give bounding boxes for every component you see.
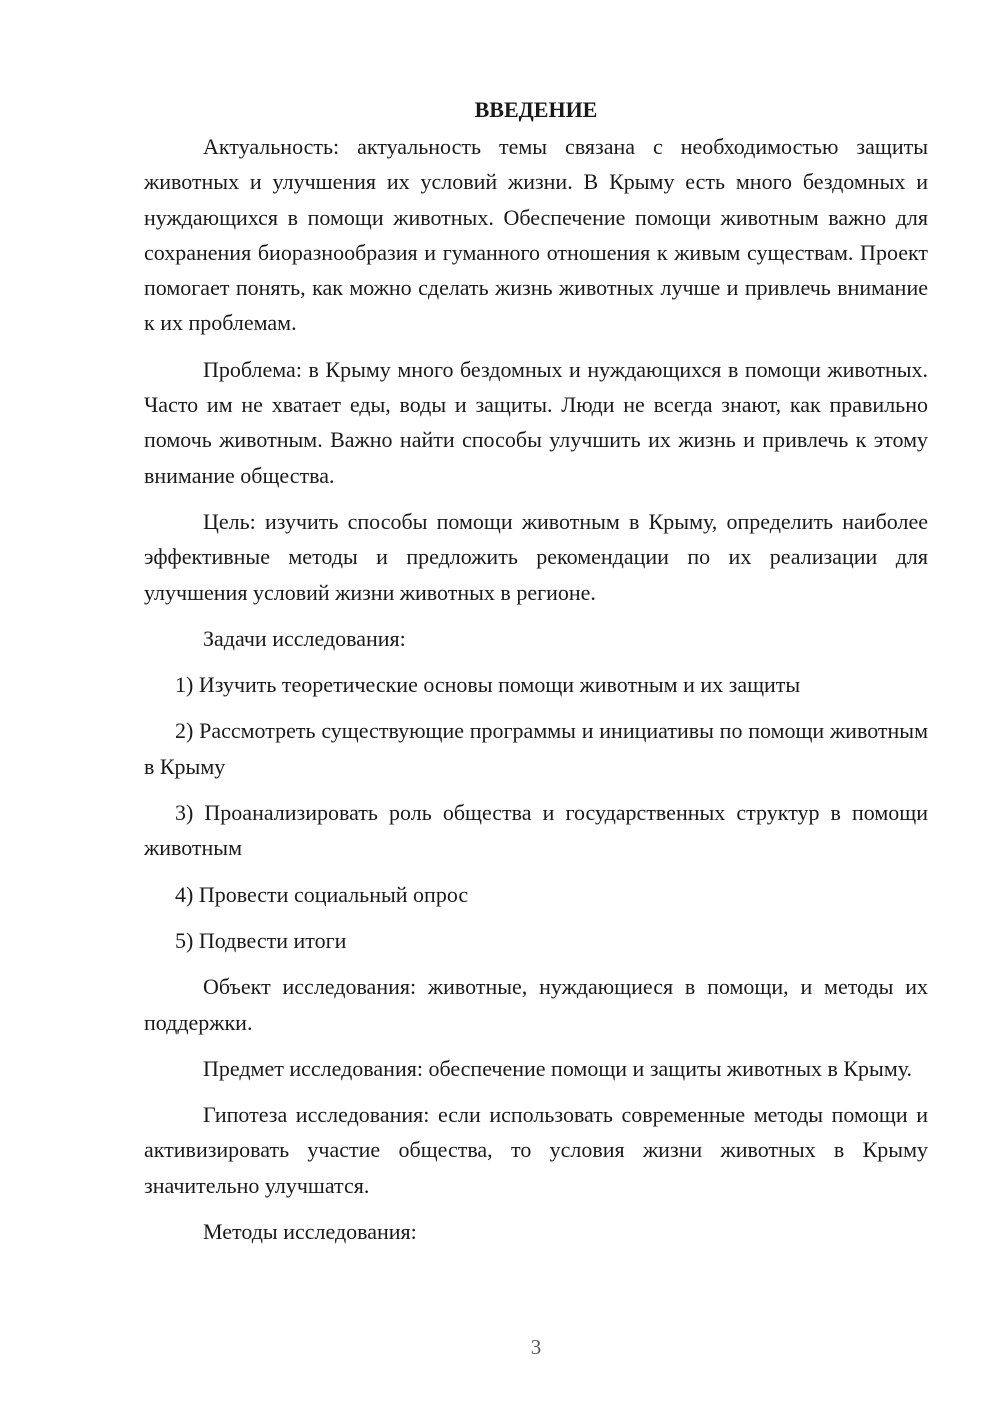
- task-item-5: 5) Подвести итоги: [175, 927, 347, 953]
- task-item-3: 3) Проанализировать роль общества и государственных структур в помощи животным: [144, 800, 928, 861]
- paragraph-problem: Проблема: в Крыму много бездомных и нуждающихся в помощи животных. Часто им не хватает еды, воды и защиты. Люди не всегда знают, как правильно помочь животным. Важно найти способы улучшить их жизнь и привлечь к этому внимание общества.: [144, 356, 928, 488]
- section-heading: ВВЕДЕНИЕ: [474, 97, 598, 122]
- task-item-1: 1) Изучить теоретические основы помощи животным и их защиты: [175, 672, 801, 698]
- paragraph-object: Объект исследования: животные, нуждающиеся в помощи, и методы их поддержки.: [144, 974, 928, 1035]
- task-item-2: 2) Рассмотреть существующие программы и инициативы по помощи животным в Крыму: [144, 718, 928, 779]
- tasks-title: Задачи исследования:: [203, 625, 406, 651]
- paragraph-goal: Цель: изучить способы помощи животным в Крыму, определить наиболее эффективные методы и предложить рекомендации по их реализации для улучшения условий жизни животных в регионе.: [144, 508, 928, 605]
- paragraph-hypothesis: Гипотеза исследования: если использовать современные методы помощи и активизировать участие общества, то условия жизни животных в Крыму значительно улучшатся.: [144, 1102, 928, 1198]
- page-content: [144, 92, 928, 1260]
- paragraph-relevance: Актуальность: актуальность темы связана с необходимостью защиты животных и улучшения их условий жизни. В Крыму есть много бездомных и нуждающихся в помощи животных. Обеспечение помощи животным важно для сохранения биоразнообразия и гуманного отношения к живым существам. Проект помогает понять, как можно сделать жизнь животных лучше и привлечь внимание к их проблемам.: [144, 134, 928, 336]
- task-item-4: 4) Провести социальный опрос: [175, 881, 469, 907]
- paragraph-subject: Предмет исследования: обеспечение помощи и защиты животных в Крыму.: [203, 1055, 913, 1081]
- page-number: 3: [530, 1335, 542, 1359]
- methods-title: Методы исследования:: [203, 1219, 417, 1245]
